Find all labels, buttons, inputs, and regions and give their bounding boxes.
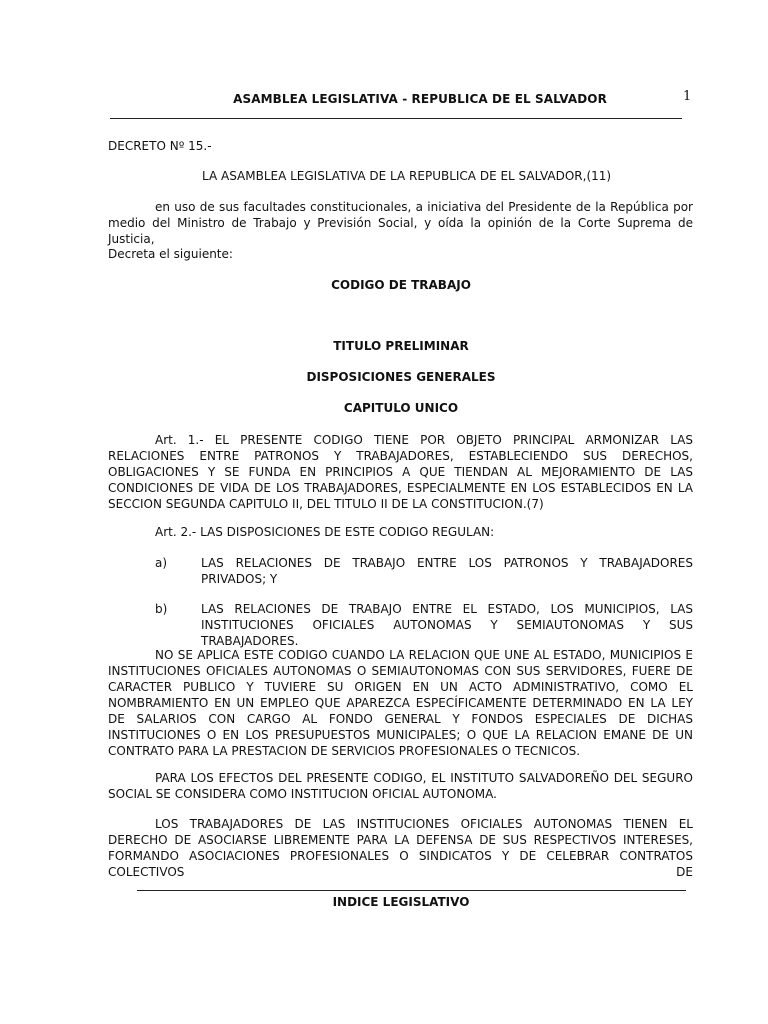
disposiciones-heading: DISPOSICIONES GENERALES: [306, 370, 496, 384]
paragraph-efectos: PARA LOS EFECTOS DEL PRESENTE CODIGO, EL INSTITUTO SALVADOREÑO DEL SEGURO SOCIAL SE CONSIDERA COMO INSTITUCION OFICIAL AUTONOMA.: [108, 771, 693, 801]
capitulo-heading: CAPITULO UNICO: [343, 401, 459, 415]
header-title: ASAMBLEA LEGISLATIVA - REPUBLICA DE EL SALVADOR: [233, 92, 607, 106]
paragraph-no-aplica: NO SE APLICA ESTE CODIGO CUANDO LA RELACION QUE UNE AL ESTADO, MUNICIPIOS E INSTITUCIONES OFICIALES AUTONOMAS O SEMIAUTONOMAS CON SUS SERVIDORES, FUERE DE CARACTER PUBLICO Y TUVIERE SU ORIGEN EN UN ACTO ADMINISTRATIVO, COMO EL NOMBRAMIENTO EN UN EMPLEO QUE APAREZCA ESPECÍFICAMENTE DETERMINADO EN LA LEY DE SALARIOS CON CARGO AL FONDO GENERAL Y FONDOS ESPECIALES DE DICHAS INSTITUCIONES O EN LOS PRESUPUESTOS MUNICIPALES; O QUE LA RELACION EMANE DE UN CONTRATO PARA LA PRESTACION DE SERVICIOS PROFESIONALES O TECNICOS.: [108, 648, 693, 758]
decree-number: DECRETO Nº 15.-: [108, 139, 212, 153]
article-1: Art. 1.- EL PRESENTE CODIGO TIENE POR OBJETO PRINCIPAL ARMONIZAR LAS RELACIONES ENTRE PATRONOS Y TRABAJADORES, ESTABLECIENDO SUS DERECHOS, OBLIGACIONES Y SE FUNDA EN PRINCIPIOS A QUE TIENDAN AL MEJORAMIENTO DE LAS CONDICIONES DE VIDA DE LOS TRABAJADORES, ESPECIALMENTE EN LOS ESTABLECIDOS EN LA SECCION SEGUNDA CAPITULO II, DEL TITULO II DE LA CONSTITUCION.(7): [108, 433, 693, 511]
article-2-intro: Art. 2.- LAS DISPOSICIONES DE ESTE CODIGO REGULAN:: [155, 525, 495, 539]
item-a-text: LAS RELACIONES DE TRABAJO ENTRE LOS PATRONOS Y TRABAJADORES PRIVADOS; Y: [201, 556, 693, 586]
item-b-text: LAS RELACIONES DE TRABAJO ENTRE EL ESTADO, LOS MUNICIPIOS, LAS INSTITUCIONES OFICIALES AUTONOMAS Y SEMIAUTONOMAS Y SUS TRABAJADORES.: [201, 602, 693, 648]
code-title: CODIGO DE TRABAJO: [331, 278, 471, 292]
header-rule: [110, 118, 682, 119]
assembly-line: LA ASAMBLEA LEGISLATIVA DE LA REPUBLICA DE EL SALVADOR,(11): [202, 169, 612, 183]
paragraph-trabajadores: LOS TRABAJADORES DE LAS INSTITUCIONES OFICIALES AUTONOMAS TIENEN EL DERECHO DE ASOCIARSE LIBREMENTE PARA LA DEFENSA DE SUS RESPECTIVOS INTERESES, FORMANDO ASOCIACIONES PROFESIONALES O SINDICATOS Y DE CELEBRAR CONTRATOS COLECTIVOS DE: [108, 817, 693, 879]
page-number: 1: [683, 89, 692, 104]
item-a-marker: a): [155, 556, 168, 570]
titulo-heading: TITULO PRELIMINAR: [333, 339, 469, 353]
item-b-marker: b): [155, 602, 168, 616]
footer-title: INDICE LEGISLATIVO: [332, 895, 470, 909]
footer-rule: [137, 890, 686, 891]
decreta-line: Decreta el siguiente:: [108, 247, 233, 261]
preamble-paragraph: en uso de sus facultades constitucionales, a iniciativa del Presidente de la República por medio del Ministro de Trabajo y Previsión Social, y oída la opinión de la Corte Suprema de Justicia,: [108, 200, 693, 246]
